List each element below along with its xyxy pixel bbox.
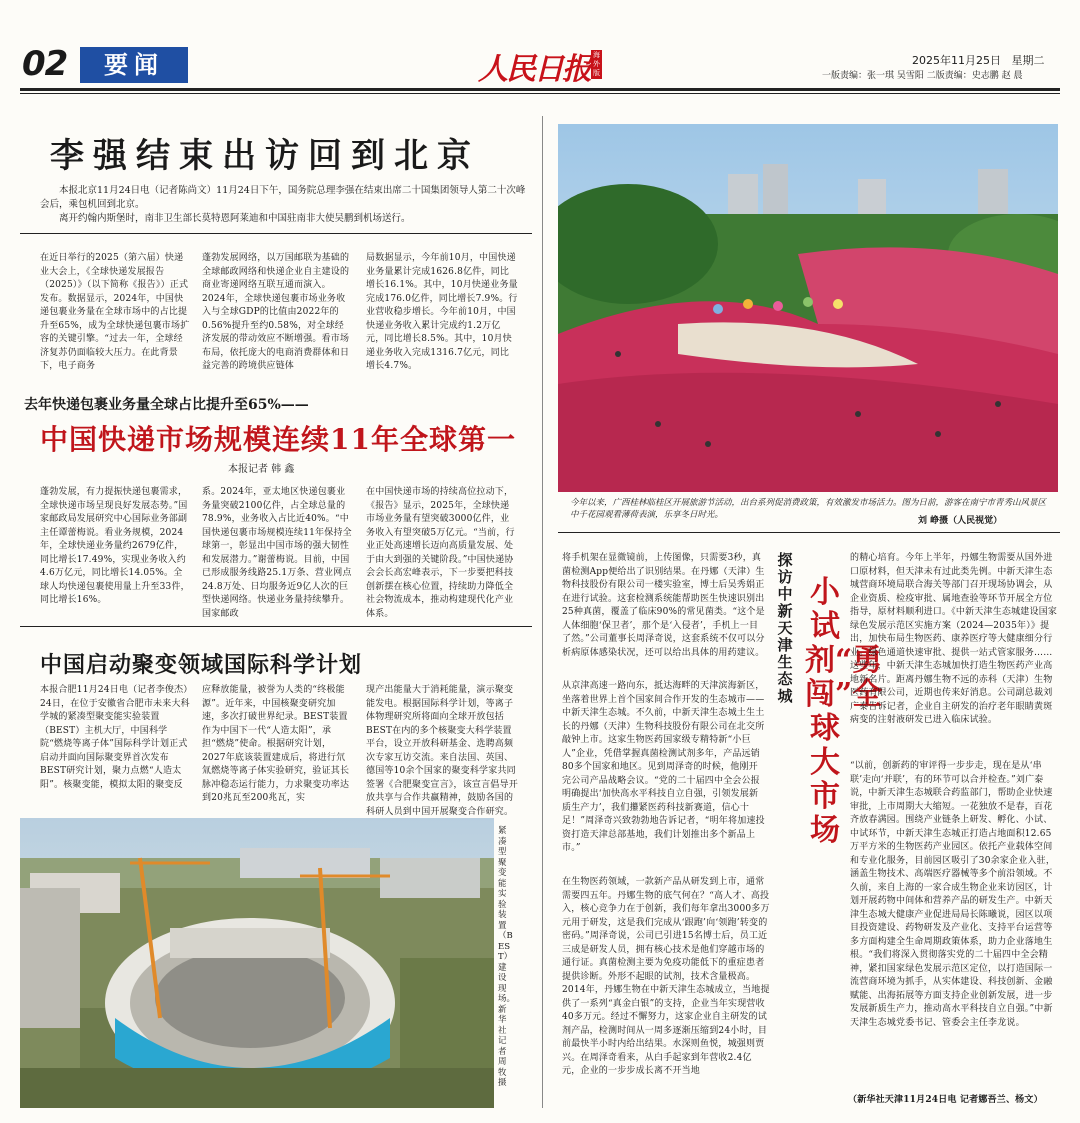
column-separator (542, 116, 543, 1108)
express-headline: 中国快递市场规模连续11年全球第一 (40, 423, 516, 456)
tianjin-headline: 小试剂“勇闯”全球大市场 (805, 575, 883, 848)
tianjin-col-3: 的精心培育。今年上半年，丹娜生物需要从国外进口原材料，但天津未有过此类先例。中新天津生态城营商环境局联合海关等部门召开现场协调会，从企业资质、检疫审批、属地查验等环节开展全方位指导，原材料顺利进口。《中新天津生态城建设国家绿色发展示范区实施方案（2024—2035年）》提出，加快布局生物医药、康养医疗等大健康细分行业。绿色通道快速审批、提供一站式管家服务……这些年，中新天津生态城加快打造生物医药产业高地新名片。距离丹娜生物不远的赤科（天津）生物医药有限公司，近期也传来好消息。公司副总裁刘广泰告诉记者，企业自主研发的治疗老年眼睛黄斑病变的注射液研发已进入临床试验。 (850, 553, 1058, 725)
section-label: 要闻 (80, 47, 188, 83)
fusion-headline: 中国启动聚变领域国际科学计划 (40, 652, 363, 678)
logo-badge: 海外版 (593, 51, 600, 77)
lead-paragraph-2: 离开约翰内斯堡时，南非卫生部长莫特恩阿莱迪和中国驻南非大使吴鹏到机场送行。 (59, 213, 411, 224)
flower-park-photo (558, 124, 1058, 492)
fusion-construction-photo (20, 818, 494, 1108)
express-top-col-3: 局数据显示，今年前10月，中国快递业务量累计完成1626.8亿件，同比增长16.1%。其中，10月快递业务量完成176.0亿件，同比增长7.9%。行业营收稳步增长。今年前10月，中国快递业务收入累计完成约1.2万亿元，同比增长8.5%。其中，10月快递业务收入完成1316.7亿元，同比增长4.7%。 (366, 253, 518, 371)
editors-line: 一版责编：张一琪 吴雪阳 二版责编：史志鹏 赵 晨 (822, 71, 1023, 81)
express-top-col-2: 蓬勃发展网络，以万国邮联为基础的全球邮政网络和快递企业自主建设的商业寄递网络互联互通而演入。2024年，全球快递包裹市场业务收入与全球GDP的比值由2022年的0.56%提升至约0.58%，对全球经济发展的带动效应不断增强。看市场布局，依托庞大的电商消费群体和日益完善的跨境供应链体 (202, 253, 350, 371)
express-bottom-col-1: 蓬勃发展，有力提振快递包裹需求，全球快递市场呈现良好发展态势。”国家邮政局发展研究中心国际业务部副主任谭蕾梅说。看业务规模，2024年，全球快递业务量约2679亿件，同比增长17.49%，实现业务收入约4.6万亿元，同比增长14.05%。全球人均快递包裹使用量上升至33件，同比增长16%。 (40, 487, 190, 605)
headline-li-qiang: 李强结束出访回到北京 (50, 136, 480, 176)
fusion-photo-caption: 紧凑型聚变能实验装置（BEST）建设现场。新华社记者 周 牧摄 (498, 826, 516, 1088)
tianjin-kicker: 探访中新天津生态城 (777, 551, 793, 705)
express-bottom-col-3: 在中国快递市场的持续高位拉动下，《报告》显示，2025年，全球快递市场业务量有望突破3000亿件，业务收入有望突破5万亿元。“当前，行业正处高速增长迈向高质量发展、处于由大到强的关键阶段。”中国快递协会会长高宏峰表示，下一步要把科技创新摆在核心位置，持续助力降低全社会物流成本，推动构建现代化产业体系。 (366, 487, 515, 619)
fusion-col-1: 本报合肥11月24日电（记者李俊杰）24日，在位于安徽省合肥市未来大科学城的紧凑型聚变能实验装置（BEST）主机大厅，中国科学院“燃烧等离子体”国际科学计划正式启动并面向国际聚变界首次发布BEST研究计划，聚力点燃“人造太阳”。核聚变能，模拟太阳的聚变反 (40, 685, 190, 790)
express-bottom-col-2: 系。2024年，亚太地区快递包裹业务量突破2100亿件，占全球总量的78.9%，业务收入占比近40%。“中国快递包裹市场规模连续11年保持全球第一，彰显出中国市场的强大韧性和发展潜力。”谢蕾梅说。目前，中国已形成服务线路25.1万条、营业网点24.8万处、日均服务近9亿人次的巨型快递网络。快递业务量持续攀升。国家邮政 (202, 487, 352, 619)
weekday: 星期二 (1011, 54, 1045, 67)
newspaper-logo (478, 44, 602, 87)
divider (20, 233, 532, 234)
logo-text: 人民日报 (478, 52, 590, 87)
tianjin-col-2: 从京津高速一路向东，抵达海畔的天津滨海新区，坐落着世界上首个国家间合作开发的生态城市——中新天津生态城。不久前，中新天津生态城土生土长的丹娜（天津）生物科技股份有限公司在北交所敲钟上市。这家生物医药国家级专精特新“小巨人”企业，凭借掌握真菌检测试剂多年，产品远销80多个国家和地区。见到周泽奇的时候，他刚开完公司产品战略会议。“党的二十届四中全会公报明确提出‘加快高水平科技自立自强，引领发展新质生产力’，我们攥紧医药科技新赛道，信心十足！”周泽奇兴致勃勃地告诉记者，“明年将加速投资打造天津总部基地，我们计划推出多个新品上市。” (562, 681, 765, 853)
divider (558, 532, 1060, 533)
tianjin-col-5: “以前，创新药的审评得一步步走，现在是从‘串联’走向‘并联’，有的环节可以合并检查。”刘广泰说，中新天津生态城联合药监部门，帮助企业快速审批，上市周期大大缩短。一花独放不是春，百花齐放春满园。围绕产业链条上研发、孵化、小试、中试环节，中新天津生态城正打造占地面积12.65万平方米的生物医药产业园区。依托产业载体空间和专业化服务，目前园区吸引了30余家企业入驻，涵盖生物技术、高端医疗器械等多个前沿领域。不久前，来自上海的一家合成生物企业来访园区，计划开展药物中间体和营养产品的研发生产。中新天津生态城大健康产业促进局局长陈曦说，园区以项目投资建设、药物研发及产业化、支持平台运营等多方面构建全生命周期政策体系，助力企业落地生根。“我们将深入贯彻落实党的二十届四中全会精神，紧扣国家绿色发展示范区定位，以打造国际一流营商环境为抓手，从实体建设、科技创新、金融赋能、出海拓展等方面支持企业创新发展，进一步发展新质生产力，推动高水平科技自立自强。”中新天津生态城党委书记、管委会主任李龙说。 (850, 761, 1056, 1028)
express-byline: 本报记者 韩 鑫 (228, 464, 295, 475)
masthead-rule-thin (20, 93, 1060, 94)
fusion-col-3: 现产出能量大于消耗能量，演示聚变能发电。根据国际科学计划，等离子体物理研究所将面向全球开放包括BEST在内的多个核聚变大科学装置平台，设立开放科研基金、选聘高频次专家互访交流。来自法国、英国、德国等10余个国家的聚变科学家共同签署《合肥聚变宣言》，该宣言倡导开放共享与合作共赢精神，鼓励各国的科研人员到中国开展聚变合作研究。 (366, 685, 518, 817)
flower-photo-credit: 刘 峥摄（人民视觉） (918, 516, 1003, 526)
fusion-col-2: 应释放能量，被誉为人类的“终极能源”。近年来，中国核聚变研究加速，多次打破世界纪录。BEST装置作为中国下一代“人造太阳”，承担“燃烧”使命。根据研究计划，2027年底该装置建成后，将进行氘氚燃烧等离子体实验研究，验证其长脉冲稳态运行能力，力求聚变功率达到20兆瓦至200兆瓦，实 (202, 685, 350, 803)
tianjin-credit: （新华社天津11月24日电 记者娜吾兰、杨文） (848, 1095, 1043, 1105)
lead-li-qiang (40, 184, 532, 226)
tianjin-col-1: 将手机架在显微镜前，上传图像，只需要3秒，真菌检测App便给出了识别结果。在丹娜（天津）生物科技股份有限公司一楼实验室，博士后吴秀娟正在进行试验。这套检测系统能帮助医生快速识别出25种真菌，覆盖了临床90%的常见菌类。“这个是人体细胞‘保卫者’，那个是‘入侵者’，手机上一目了然。”公司董事长周泽奇说，这套系统不仅可以分析病原体感染状况，还可以给出具体的用药建议。 (562, 553, 765, 658)
express-top-col-1: 在近日举行的2025（第六届）快递业大会上，《全球快递发展报告（2025）》（以下简称《报告》）正式发布。数据显示，2024年，中国快递包裹业务量在全球市场中的占比提升至65%，成为全球快递包裹市场扩容的关键引擎。“过去一年，全球经济复苏仍面临较大压力。在此背景下，电子商务 (40, 253, 190, 371)
lead-paragraph-1: 本报北京11月24日电（记者陈尚文）11月24日下午，国务院总理李强在结束出席二十国集团领导人第二十次峰会后，乘包机回到北京。 (40, 185, 526, 210)
page-number: 02 (22, 44, 68, 84)
flower-photo-caption: 今年以来，广西桂林临桂区开展旅游节活动，出台系列促消费政策，有效激发市场活力。图为日前，游客在南宁市青秀山风景区中千花园观看薄荷表演，乐享冬日时光。 (570, 498, 1047, 520)
date: 2025年11月25日 (912, 54, 1001, 67)
tianjin-col-4: 在生物医药领域，一款新产品从研发到上市，通常需要四五年。丹娜生物的底气何在？“高人才、高投入，核心竞争力在于创新，我们每年拿出3000多万元用于研发，这是我们完成从‘跟跑’向‘领跑’转变的密码。”周泽奇说，公司已引进15名博士后，员工近三成是研发人员，拥有核心技术是他们穿越市场的通行证。真菌检测主要为免疫功能低下的重症患者提供诊断。外形不起眼的试剂，技术含量极高。2014年，丹娜生物在中新天津生态城成立，当地提供了一系列“真金白银”的支持，企业当年实现营收40多万元。经过不懈努力，这家企业自主研发的试剂产品，检测时间从一周多逐渐压缩到24小时，目前最快半小时内给出结果。水深则鱼悦，城强则贾兴。在周泽奇看来，从白手起家到年营收2.4亿元，企业的一步步成长离不开当地 (562, 877, 770, 1076)
dateline (912, 52, 1045, 68)
divider (20, 626, 532, 627)
masthead-rule (20, 88, 1060, 91)
express-kicker: 去年快递包裹业务量全球占比提升至65%—— (24, 397, 309, 413)
